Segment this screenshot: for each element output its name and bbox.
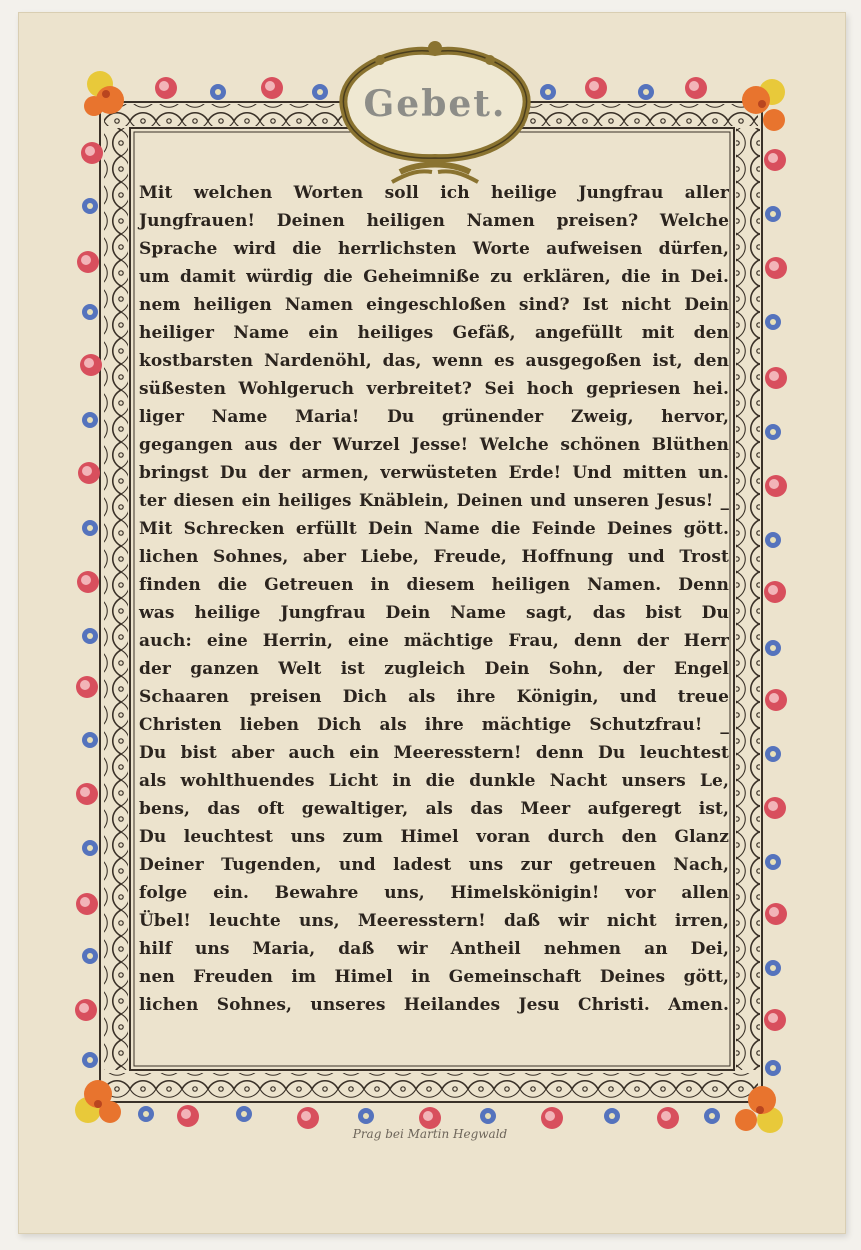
- prayer-line: gegangen aus der Wurzel Jesse! Welche schönen Blüthen: [139, 435, 729, 455]
- prayer-line: Sprache wird die herrlichsten Worte aufweisen dürfen,: [139, 239, 729, 259]
- prayer-line: bens, das oft gewaltiger, als das Meer aufgeregt ist,: [139, 799, 729, 819]
- prayer-line: auch: eine Herrin, eine mächtige Frau, denn der Herr: [139, 631, 729, 651]
- prayer-line: süßesten Wohlgeruch verbreitet? Sei hoch gepriesen hei.: [139, 379, 729, 399]
- printer-imprint: Prag bei Martin Hegwald: [352, 1127, 508, 1141]
- prayer-line: was heilige Jungfrau Dein Name sagt, das bist Du: [139, 603, 729, 623]
- prayer-line: Schaaren preisen Dich als ihre Königin, und treue: [139, 687, 729, 707]
- corner-flower-top-left: [84, 71, 124, 116]
- right-flowers: [764, 149, 787, 1076]
- prayer-line: ter diesen ein heiliges Knäblein, Deinen und unseren Jesus! _: [139, 491, 729, 510]
- prayer-line: finden die Getreuen in diesem heiligen Namen. Denn: [139, 575, 729, 595]
- prayer-line: Mit Schrecken erfüllt Dein Name die Feinde Deines gött.: [139, 519, 729, 539]
- prayer-line: hilf uns Maria, daß wir Antheil nehmen an Dei,: [139, 939, 729, 959]
- prayer-line: der ganzen Welt ist zugleich Dein Sohn, der Engel: [139, 659, 729, 679]
- prayer-line: Jungfrauen! Deinen heiligen Namen preisen? Welche: [139, 211, 729, 231]
- prayer-line: nen Freuden im Himel in Gemeinschaft Deines gött,: [139, 967, 729, 987]
- prayer-line: kostbarsten Nardenöhl, das, wenn es ausgegoßen ist, den: [139, 351, 729, 371]
- prayer-line: Übel! leuchte uns, Meeresstern! daß wir nicht irren,: [139, 911, 729, 931]
- prayer-line: lichen Sohnes, aber Liebe, Freude, Hoffnung und Trost: [139, 547, 729, 567]
- prayer-line: bringst Du der armen, verwüsteten Erde! Und mitten un.: [139, 463, 729, 483]
- prayer-line: folge ein. Bewahre uns, Himelskönigin! vor allen: [139, 883, 729, 903]
- prayer-line: Du leuchtest uns zum Himel voran durch den Glanz: [139, 827, 729, 847]
- prayer-line: Christen lieben Dich als ihre mächtige Schutzfrau! _: [139, 715, 729, 735]
- prayer-line: um damit würdig die Geheimniße zu erklären, die in Dei.: [139, 267, 729, 287]
- left-flowers: [75, 142, 103, 1068]
- prayer-line: lichen Sohnes, unseres Heilandes Jesu Christi. Amen.: [139, 995, 729, 1015]
- prayer-text: [139, 183, 729, 1043]
- prayer-line: liger Name Maria! Du grünender Zweig, hervor,: [139, 407, 729, 427]
- prayer-line: Mit welchen Worten soll ich heilige Jungfrau aller: [139, 183, 729, 203]
- prayer-line: als wohlthuendes Licht in die dunkle Nacht unsers Le,: [139, 771, 729, 791]
- prayer-title: Gebet.: [363, 83, 507, 125]
- prayer-line: Du bist aber auch ein Meeresstern! denn Du leuchtest: [139, 743, 729, 763]
- prayer-line: nem heiligen Namen eingeschloßen sind? Ist nicht Dein: [139, 295, 729, 315]
- prayer-line: Deiner Tugenden, und ladest uns zur getreuen Nach,: [139, 855, 729, 875]
- prayer-line: heiliger Name ein heiliges Gefäß, angefüllt mit den: [139, 323, 729, 343]
- bottom-flowers: [138, 1105, 720, 1129]
